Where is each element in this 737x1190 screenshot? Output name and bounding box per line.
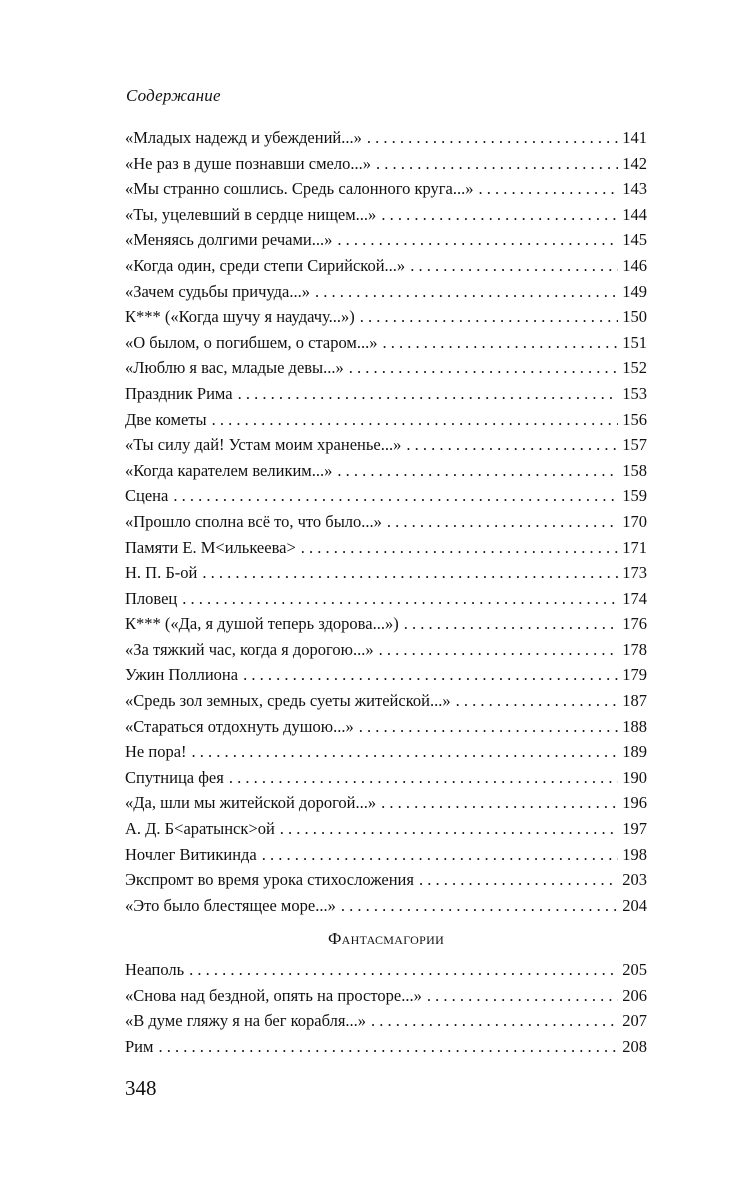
toc-entry-page: 178 <box>622 639 647 659</box>
dot-leader <box>182 586 618 612</box>
toc-entry-title: «Когда карателем великим...» <box>125 460 333 480</box>
dot-leader <box>229 765 618 791</box>
toc-entry-title: Ужин Поллиона <box>125 665 239 685</box>
toc-entry <box>125 407 647 433</box>
toc-entry <box>125 983 647 1009</box>
toc-entry <box>125 739 647 765</box>
dot-leader <box>349 355 618 381</box>
toc-entry-page: 174 <box>622 588 647 608</box>
toc-entry-page: 156 <box>622 409 647 429</box>
toc-entry <box>125 381 647 407</box>
dot-leader <box>189 957 618 983</box>
toc-entry-title: Рим <box>125 1036 154 1056</box>
dot-leader <box>376 151 618 177</box>
dot-leader <box>262 842 618 868</box>
toc-entry-page: 196 <box>622 793 647 813</box>
toc-entry <box>125 714 647 740</box>
dot-leader <box>367 125 618 151</box>
toc-entry-title: «Не раз в душе познавши смело...» <box>125 153 371 173</box>
toc-entry <box>125 253 647 279</box>
dot-leader <box>337 458 618 484</box>
toc-entry <box>125 688 647 714</box>
section-table-of-contents <box>125 957 647 1059</box>
toc-entry-title: «Это было блестящее море...» <box>125 895 336 915</box>
toc-entry <box>125 330 647 356</box>
dot-leader <box>158 1034 618 1060</box>
toc-entry-title: «Зачем судьбы причуда...» <box>125 281 310 301</box>
toc-entry-title: А. Д. Б<аратынск>ой <box>125 819 275 839</box>
toc-entry-page: 150 <box>622 307 647 327</box>
toc-entry-title: Экспромт во время урока стихосложения <box>125 870 414 890</box>
dot-leader <box>419 867 618 893</box>
toc-entry <box>125 279 647 305</box>
section-heading: Фантасмагории <box>327 929 445 948</box>
toc-entry-title: «В думе гляжу я на бег корабля...» <box>125 1011 367 1031</box>
toc-entry-title: Н. П. Б-ой <box>125 563 198 583</box>
dot-leader <box>280 816 618 842</box>
toc-entry-title: «Прошло сполна всё то, что было...» <box>125 511 382 531</box>
toc-entry <box>125 483 647 509</box>
dot-leader <box>173 483 618 509</box>
toc-entry-title: «Стараться отдохнуть душою...» <box>125 716 354 736</box>
dot-leader <box>383 330 619 356</box>
toc-entry <box>125 1034 647 1060</box>
table-of-contents <box>125 125 647 918</box>
toc-entry-title: Сцена <box>125 486 169 506</box>
toc-entry-title: К*** («Когда шучу я наудачу...») <box>125 307 355 327</box>
toc-entry-page: 188 <box>622 716 647 736</box>
dot-leader <box>379 637 619 663</box>
running-head: Содержание <box>126 86 221 105</box>
toc-entry <box>125 202 647 228</box>
toc-entry-title: Ночлег Витикинда <box>125 844 257 864</box>
dot-leader <box>410 253 618 279</box>
dot-leader <box>427 983 618 1009</box>
dot-leader <box>456 688 619 714</box>
toc-entry-title: «Снова над бездной, опять на просторе...» <box>125 985 422 1005</box>
toc-entry <box>125 125 647 151</box>
dot-leader <box>371 1008 618 1034</box>
toc-entry-title: К*** («Да, я душой теперь здорова...») <box>125 614 399 634</box>
dot-leader <box>359 714 619 740</box>
toc-entry-title: «Ты силу дай! Устам моим храненье...» <box>125 435 402 455</box>
dot-leader <box>478 176 618 202</box>
toc-entry-title: «О былом, о погибшем, о старом...» <box>125 332 378 352</box>
toc-entry-page: 198 <box>622 844 647 864</box>
toc-entry-title: «Мы странно сошлись. Средь салонного круга...» <box>125 179 474 199</box>
toc-entry <box>125 867 647 893</box>
toc-entry-page: 170 <box>622 511 647 531</box>
toc-entry-page: 203 <box>622 870 647 890</box>
toc-entry-page: 157 <box>622 435 647 455</box>
toc-entry-title: «Средь зол земных, средь суеты житейской...» <box>125 691 451 711</box>
toc-entry <box>125 790 647 816</box>
toc-entry-page: 189 <box>622 742 647 762</box>
toc-entry-title: Две кометы <box>125 409 207 429</box>
toc-entry-title: Не пора! <box>125 742 187 762</box>
toc-entry <box>125 765 647 791</box>
toc-entry-page: 145 <box>622 230 647 250</box>
toc-entry-title: «Ты, уцелевший в сердце нищем...» <box>125 204 377 224</box>
toc-entry-title: «Да, шли мы житейской дорогой...» <box>125 793 377 813</box>
dot-leader <box>387 509 618 535</box>
toc-entry <box>125 151 647 177</box>
toc-entry-page: 204 <box>622 895 647 915</box>
toc-entry-page: 159 <box>622 486 647 506</box>
toc-entry <box>125 842 647 868</box>
toc-entry-title: Пловец <box>125 588 178 608</box>
toc-entry <box>125 893 647 919</box>
toc-entry <box>125 458 647 484</box>
dot-leader <box>406 432 618 458</box>
toc-entry-page: 176 <box>622 614 647 634</box>
toc-entry-page: 187 <box>622 691 647 711</box>
toc-entry-title: «Младых надежд и убеждений...» <box>125 128 362 147</box>
dot-leader <box>337 227 618 253</box>
dot-leader <box>404 611 619 637</box>
dot-leader <box>238 381 619 407</box>
toc-entry-page: 153 <box>622 383 647 403</box>
toc-entry <box>125 611 647 637</box>
toc-entry-title: «Люблю я вас, младые девы...» <box>125 358 344 378</box>
toc-entry <box>125 509 647 535</box>
toc-entry <box>125 304 647 330</box>
toc-entry <box>125 637 647 663</box>
toc-entry-page: 143 <box>622 179 647 199</box>
toc-entry-page: 158 <box>622 460 647 480</box>
toc-entry <box>125 560 647 586</box>
toc-entry-title: Спутница фея <box>125 767 224 787</box>
toc-entry <box>125 816 647 842</box>
toc-entry-title: Праздник Рима <box>125 383 233 403</box>
toc-entry-page: 190 <box>622 767 647 787</box>
dot-leader <box>243 662 618 688</box>
toc-entry-title: Памяти Е. М<илькеева> <box>125 537 296 557</box>
toc-entry <box>125 227 647 253</box>
toc-entry-page: 173 <box>622 563 647 583</box>
toc-entry <box>125 662 647 688</box>
toc-entry-page: 207 <box>622 1011 647 1031</box>
toc-entry <box>125 586 647 612</box>
page-number: 348 <box>125 1076 157 1100</box>
dot-leader <box>360 304 618 330</box>
toc-entry-page: 206 <box>622 985 647 1005</box>
toc-entry-page: 141 <box>622 128 647 147</box>
toc-entry-page: 179 <box>622 665 647 685</box>
toc-entry-title: Неаполь <box>125 960 185 979</box>
toc-entry <box>125 1008 647 1034</box>
toc-entry-page: 144 <box>622 204 647 224</box>
dot-leader <box>192 739 619 765</box>
dot-leader <box>301 535 618 561</box>
dot-leader <box>202 560 618 586</box>
dot-leader <box>315 279 618 305</box>
dot-leader <box>341 893 618 919</box>
toc-entry <box>125 176 647 202</box>
toc-entry-page: 149 <box>622 281 647 301</box>
toc-entry <box>125 535 647 561</box>
dot-leader <box>381 790 618 816</box>
toc-entry-page: 151 <box>622 332 647 352</box>
toc-entry <box>125 432 647 458</box>
toc-entry-title: «Меняясь долгими речами...» <box>125 230 333 250</box>
toc-entry-page: 171 <box>622 537 647 557</box>
toc-entry-page: 142 <box>622 153 647 173</box>
dot-leader <box>381 202 618 228</box>
toc-entry-title: «За тяжкий час, когда я дорогою...» <box>125 639 374 659</box>
dot-leader <box>212 407 619 433</box>
toc-entry-page: 208 <box>622 1036 647 1056</box>
toc-entry-page: 146 <box>622 255 647 275</box>
toc-entry-page: 205 <box>622 960 647 979</box>
toc-entry <box>125 355 647 381</box>
toc-entry-page: 152 <box>622 358 647 378</box>
toc-entry <box>125 957 647 983</box>
toc-entry-title: «Когда один, среди степи Сирийской...» <box>125 255 406 275</box>
toc-entry-page: 197 <box>622 819 647 839</box>
